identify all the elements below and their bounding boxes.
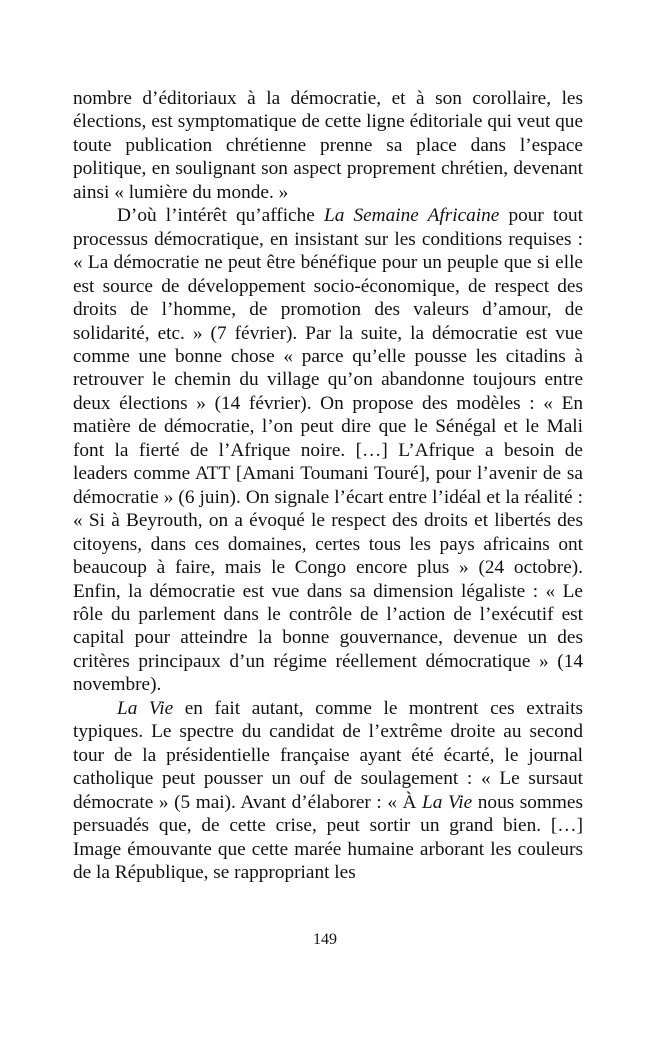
paragraph-2-text: pour tout processus démocratique, en insistant sur les conditions requises : « La démocratie ne peut être bénéfique pour un peuple que si elle est source de développement socio-économique, de respect des droits de l’homme, de promotion des valeurs d’amour, de solidarité, etc. » (7 février). Par la suite, la démocratie est vue comme une bonne chose « parce qu’elle pousse les citadins à retrouver le chemin du village qu’on abandonne toujours entre deux élections » (14 février). On propose des modèles : « En matière de démocratie, l’on peut dire que le Sénégal et le Mali font la fierté de l’Afrique noire. […] L’Afrique a besoin de leaders comme ATT [Amani Toumani Touré], pour l’avenir de sa démocratie » (6 juin). On signale l’écart entre l’idéal et la réalité : « Si à Beyrouth, on a évoqué le respect des droits et libertés des citoyens, dans ces domaines, certes tous les pays africains ont beaucoup à faire, mais le Congo encore plus » (24 octobre). Enfin, la démocratie est vue dans sa dimension légaliste : « Le rôle du parlement dans le contrôle de l’action de l’exécutif est capital pour atteindre la bonne gouvernance, devenue un des critères principaux d’un régime réellement démocratique » (14 novembre). xyxy=(73,205,583,696)
paragraph-3 xyxy=(73,697,583,885)
page-number: 149 xyxy=(313,931,337,948)
paragraph-1 xyxy=(73,87,583,204)
paragraph-2 xyxy=(73,204,583,697)
publication-title-la-vie: La Vie xyxy=(117,697,174,719)
page-body xyxy=(73,87,583,884)
paragraph-3-text: en fait autant, comme le montrent ces extraits typiques. Le spectre du candidat de l’extrême droite au second tour de la présidentielle française ayant été écarté, le journal catholique peut pousser un ouf de soulagement : « Le sursaut démocrate » (5 mai). Avant d’élaborer : « À xyxy=(73,697,583,813)
publication-title-la-vie: La Vie xyxy=(422,791,473,813)
paragraph-2-text: D’où l’intérêt qu’affiche xyxy=(117,205,324,227)
paragraph-1-text: nombre d’éditoriaux à la démocratie, et à son corollaire, les élections, est symptomatique de cette ligne éditoriale qui veut que toute publication chrétienne prenne sa place dans l’espace politique, en soulignant son aspect proprement chrétien, devenant ainsi « lumière du monde. » xyxy=(73,88,583,203)
publication-title-semaine-africaine: La Semaine Africaine xyxy=(323,205,500,227)
paragraph-3-text: nous sommes persuadés que, de cette crise, peut sortir un grand bien. […] Image émouvante que cette marée humaine arborant les couleurs de la République, se rappropriant les xyxy=(73,791,583,883)
